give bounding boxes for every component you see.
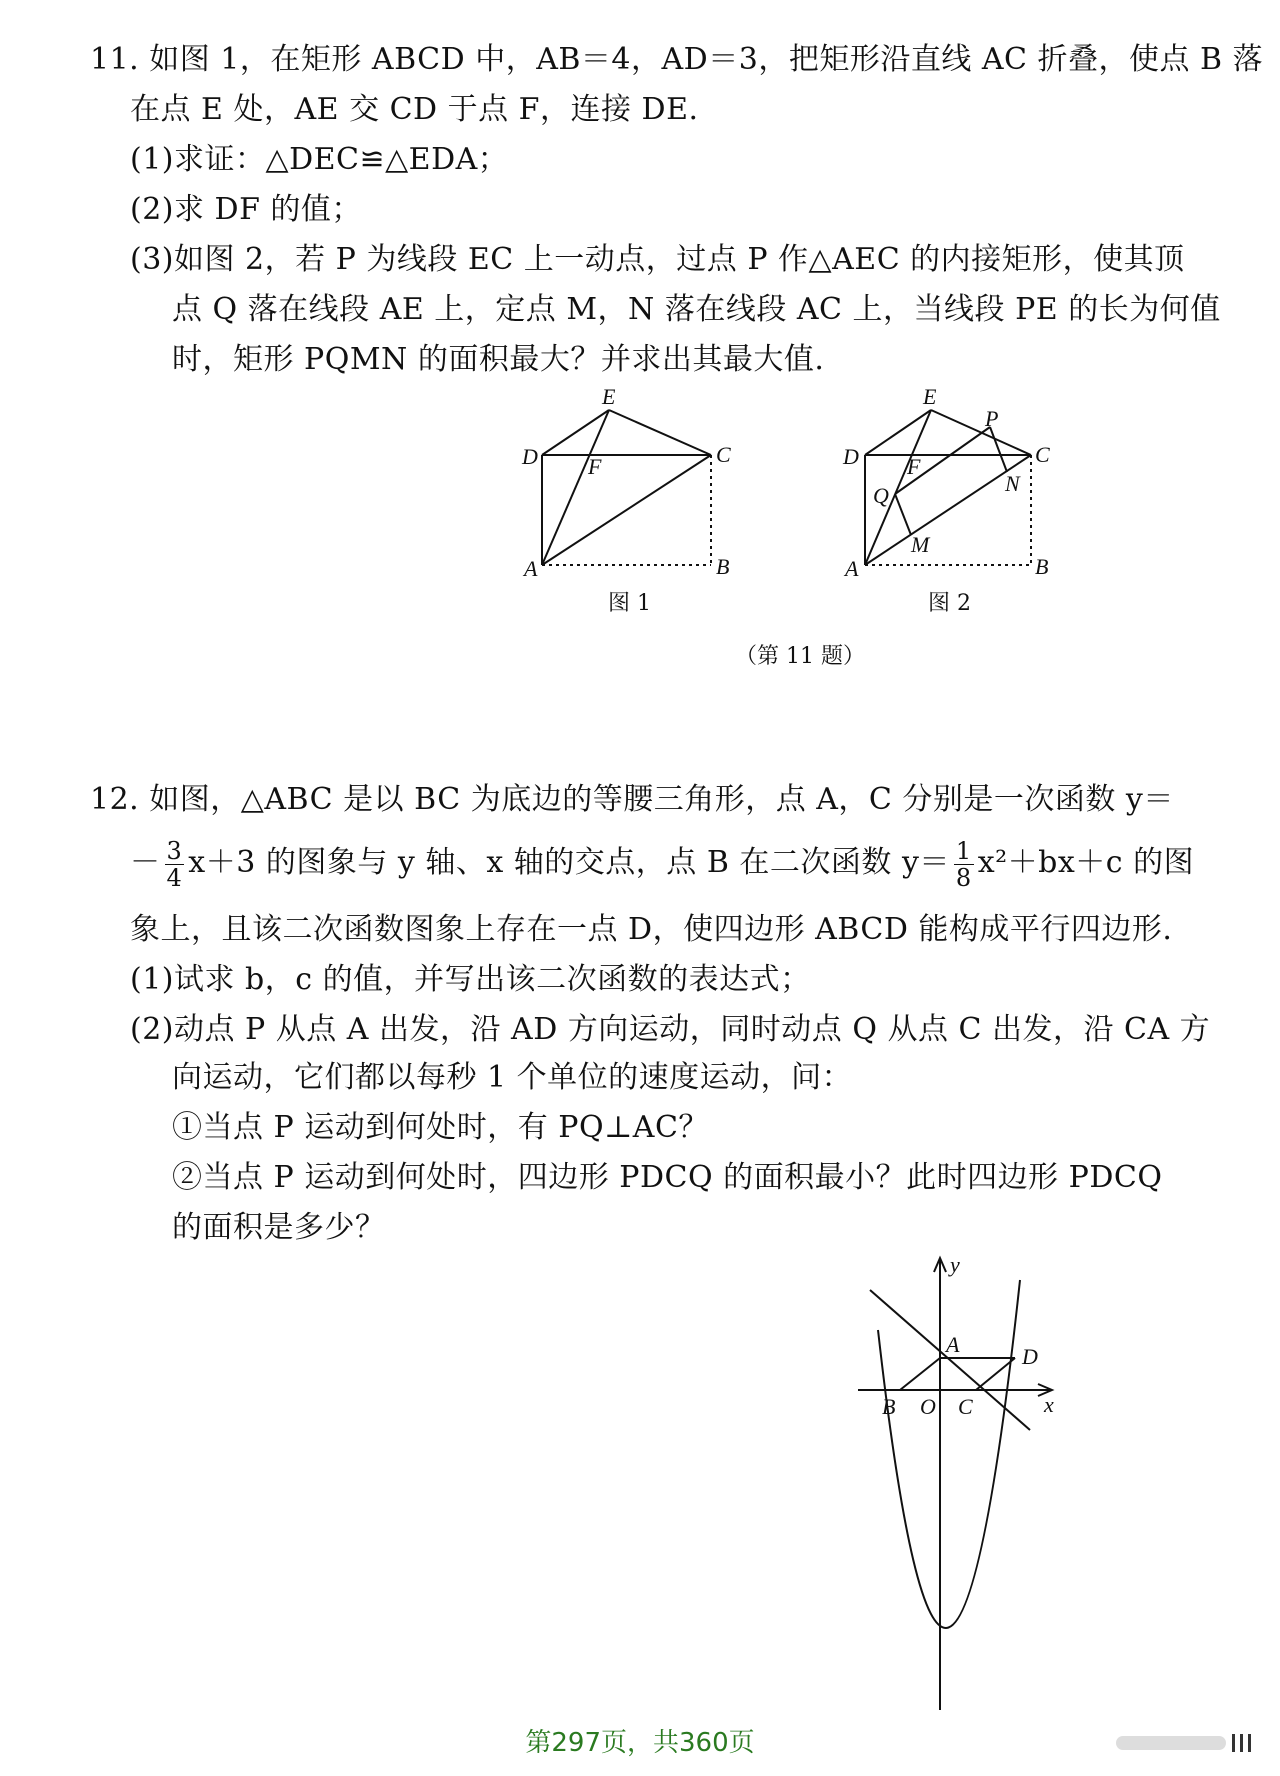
q11-part-3-line-2: 点 Q 落在线段 AE 上，定点 M，N 落在线段 AC 上，当线段 PE 的长为何值 [172, 292, 1221, 327]
q12-subpart-1: ①当点 P 运动到何处时，有 PQ⊥AC？ [172, 1110, 709, 1145]
minus-sign: － [130, 845, 161, 880]
figure-1-caption: 图 1 [608, 591, 651, 616]
fig1-label-C: C [716, 442, 731, 467]
q12-part-1: (1)试求 b，c 的值，并写出该二次函数的表达式； [130, 962, 811, 997]
q12-part-2-line-2: 向运动，它们都以每秒 1 个单位的速度运动，问： [172, 1060, 853, 1095]
fig2-label-D: D [843, 444, 859, 469]
fraction-numerator: 1 [955, 836, 972, 865]
fig2-label-B: B [1035, 554, 1049, 579]
q12-part-2: (2)动点 P 从点 A 出发，沿 AD 方向运动，同时动点 Q 从点 C 出发，沿 CA 方 [130, 1012, 1211, 1047]
q11-part-3-line-3: 时，矩形 PQMN 的面积最大？并求出其最大值. [172, 342, 825, 377]
graph-label-C: C [958, 1394, 973, 1419]
page-number-footer: 第297页，共360页 [525, 1728, 755, 1758]
fig1-label-D: D [522, 444, 538, 469]
graph-label-B: B [882, 1394, 896, 1419]
q12-line-2-end: x²＋bx＋c 的图 [977, 845, 1195, 880]
fig2-label-C: C [1035, 442, 1050, 467]
figure-q12-graph [850, 1250, 1070, 1720]
fig2-label-P: P [985, 406, 999, 431]
graph-label-y: y [950, 1252, 960, 1277]
graph-label-x: x [1044, 1392, 1054, 1417]
figure-caption-q11: （第 11 题） [735, 644, 865, 669]
fraction-denominator: 4 [166, 863, 183, 892]
fig2-label-Q: Q [873, 483, 889, 508]
figure-1 [510, 380, 750, 590]
fig2-label-N: N [1005, 471, 1020, 496]
figure-2-caption: 图 2 [928, 591, 971, 616]
q12-line-1: 12. 如图，△ABC 是以 BC 为底边的等腰三角形，点 A，C 分别是一次函数 y＝ [90, 782, 1174, 817]
fraction-numerator: 3 [166, 836, 183, 865]
q11-part-2: (2)求 DF 的值； [130, 192, 362, 227]
q11-part-1: (1)求证：△DEC≌△EDA； [130, 142, 509, 177]
fig2-label-E: E [923, 384, 937, 409]
q12-line-2 [130, 835, 1194, 891]
fig1-label-A: A [524, 556, 538, 581]
fig1-label-F: F [588, 454, 602, 479]
fig2-label-A: A [845, 556, 859, 581]
q12-subpart-2: ②当点 P 运动到何处时，四边形 PDCQ 的面积最小？此时四边形 PDCQ [172, 1160, 1163, 1195]
q12-subpart-2-line-2: 的面积是多少？ [172, 1210, 386, 1245]
figure-2 [835, 380, 1065, 590]
graph-label-O: O [920, 1394, 936, 1419]
q12-line-2-text: x＋3 的图象与 y 轴、x 轴的交点，点 B 在二次函数 y＝ [188, 845, 950, 880]
fraction-one-eighth [954, 838, 974, 891]
scroll-indicator [1116, 1730, 1266, 1756]
fig2-label-M: M [911, 532, 930, 557]
fraction-three-quarters [165, 838, 185, 891]
q11-line-1: 11. 如图 1，在矩形 ABCD 中，AB＝4，AD＝3，把矩形沿直线 AC 折叠，使点 B 落 [90, 42, 1264, 77]
fig1-label-B: B [716, 554, 730, 579]
q12-line-3: 象上，且该二次函数图象上存在一点 D，使四边形 ABCD 能构成平行四边形. [130, 912, 1173, 947]
fraction-denominator: 8 [955, 863, 972, 892]
q11-line-2: 在点 E 处，AE 交 CD 于点 F，连接 DE. [130, 92, 699, 127]
graph-label-D: D [1022, 1344, 1038, 1369]
q11-part-3: (3)如图 2，若 P 为线段 EC 上一动点，过点 P 作△AEC 的内接矩形，使其顶 [130, 242, 1185, 277]
fig2-label-F: F [907, 454, 921, 479]
graph-label-A: A [946, 1332, 960, 1357]
fig1-label-E: E [602, 384, 616, 409]
